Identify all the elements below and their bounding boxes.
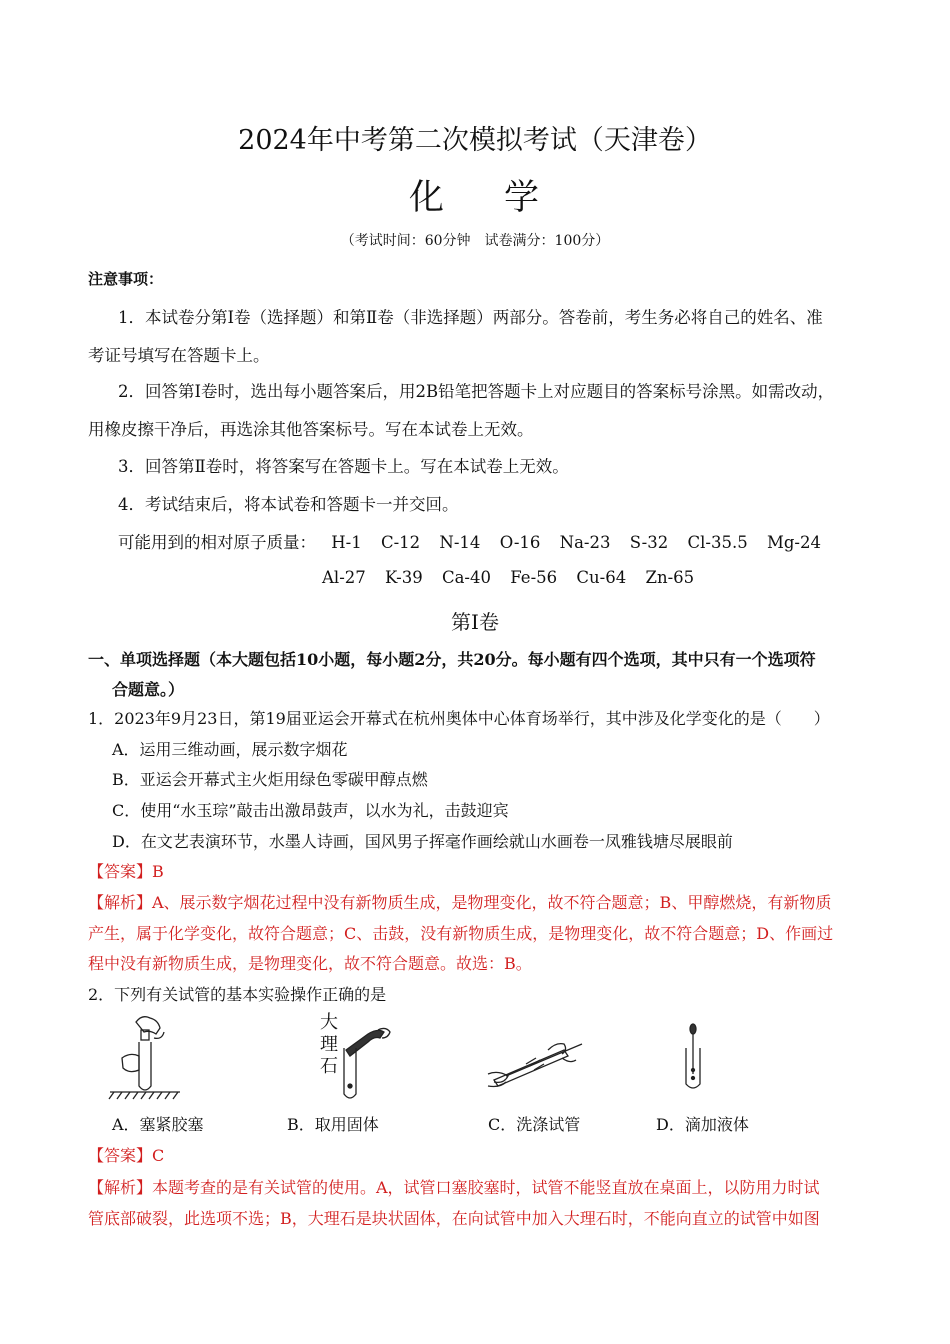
q1-analysis-line-3: 程中没有新物质生成，是物理变化，故不符合题意。故选：B。	[88, 954, 532, 973]
atomic-mass-label: 可能用到的相对原子质量：	[118, 533, 316, 552]
note-4: 4．考试结束后，将本试卷和答题卡一并交回。	[118, 495, 459, 514]
atom-mass: Cl-35.5	[687, 533, 748, 552]
q1-option-d: D．在文艺表演环节，水墨人诗画，国风男子挥毫作画绘就山水画卷一凤雅钱塘尽展眼前	[112, 832, 733, 851]
marble-label	[320, 1012, 340, 1078]
q1-option-b: B．亚运会开幕式主火炬用绿色零碳甲醇点燃	[112, 770, 428, 789]
q2-answer: 【答案】C	[88, 1146, 165, 1165]
atom-mass: Mg-24	[766, 533, 821, 552]
caption-b: B．取用固体	[287, 1115, 379, 1134]
note-3: 3．回答第Ⅱ卷时，将答案写在答题卡上。写在本试卷上无效。	[118, 457, 569, 476]
exam-info: （考试时间：60分钟 试卷满分：100分）	[340, 233, 610, 249]
caption-d: D．滴加液体	[656, 1115, 749, 1134]
atom-mass: K-39	[385, 568, 423, 587]
atom-mass: Na-23	[559, 533, 611, 552]
figure-d-dropper	[680, 1022, 710, 1092]
note-1-line-2: 考证号填写在答题卡上。	[88, 346, 270, 365]
marble-label-char: 石	[320, 1056, 338, 1077]
atom-mass: Al-27	[322, 568, 366, 587]
subject-char-1: 化	[408, 178, 446, 218]
atom-mass: S-32	[629, 533, 669, 552]
atom-mass: C-12	[380, 533, 421, 552]
note-2-line-2: 用橡皮擦干净后，再选涂其他答案标号。写在本试卷上无效。	[88, 420, 534, 439]
atomic-mass-row-2	[322, 568, 708, 587]
subject-title	[0, 170, 950, 220]
notes-heading: 注意事项：	[88, 270, 164, 288]
q1-option-c: C．使用“水玉琮”敲击出激昂鼓声，以水为礼，击鼓迎宾	[112, 801, 509, 820]
atom-mass: O-16	[499, 533, 541, 552]
atom-mass: N-14	[439, 533, 481, 552]
atom-mass: Zn-65	[645, 568, 695, 587]
figure-a-stopper	[108, 1010, 188, 1100]
volume-title: 第Ⅰ卷	[451, 610, 499, 634]
note-2-line-1: 2．回答第Ⅰ卷时，选出每小题答案后，用2B铅笔把答题卡上对应题目的答案标号涂黑。如需改动，	[118, 382, 835, 401]
q1-analysis-line-2: 产生，属于化学变化，故符合题意；C、击鼓，没有新物质生成，是物理变化，故不符合题意；D、作画过	[88, 924, 834, 943]
q1-answer: 【答案】B	[88, 862, 164, 881]
atom-mass: Cu-64	[576, 568, 627, 587]
caption-c: C．洗涤试管	[488, 1115, 581, 1134]
atom-mass: Ca-40	[441, 568, 492, 587]
note-1-line-1: 1．本试卷分第Ⅰ卷（选择题）和第Ⅱ卷（非选择题）两部分。答卷前，考生务必将自己的姓名、准	[118, 308, 823, 327]
q2-analysis-line-1: 【解析】本题考查的是有关试管的使用。A，试管口塞胶塞时，试管不能竖直放在桌面上，以防用力时试	[88, 1178, 820, 1197]
subject-char-2: 学	[504, 178, 542, 218]
q2-analysis-line-2: 管底部破裂，此选项不选；B，大理石是块状固体，在向试管中加入大理石时，不能向直立的试管中如图	[88, 1209, 820, 1228]
q1-option-a: A．运用三维动画，展示数字烟花	[112, 740, 348, 759]
q1-analysis-line-1: 【解析】A、展示数字烟花过程中没有新物质生成，是物理变化，故不符合题意；B、甲醇燃烧，有新物质	[88, 893, 832, 912]
marble-label-char: 大	[320, 1012, 338, 1033]
figure-c-washing	[486, 1036, 586, 1096]
part-heading-line-1: 一、单项选择题（本大题包括10小题，每小题2分，共20分。每小题有四个选项，其中只有一个选项符	[88, 650, 816, 669]
caption-a: A．塞紧胶塞	[112, 1115, 204, 1134]
atomic-mass-row-1	[118, 529, 835, 553]
atom-mass: Fe-56	[510, 568, 558, 587]
q2-stem: 2．下列有关试管的基本实验操作正确的是	[88, 985, 387, 1004]
q1-stem: 1．2023年9月23日，第19届亚运会开幕式在杭州奥体中心体育场举行，其中涉及化学变化的是（ ）	[88, 709, 830, 728]
atom-mass: H-1	[331, 533, 362, 552]
marble-label-char: 理	[320, 1034, 338, 1055]
exam-title: 2024年中考第二次模拟考试（天津卷）	[238, 125, 712, 156]
part-heading-line-2: 合题意。）	[112, 680, 185, 699]
